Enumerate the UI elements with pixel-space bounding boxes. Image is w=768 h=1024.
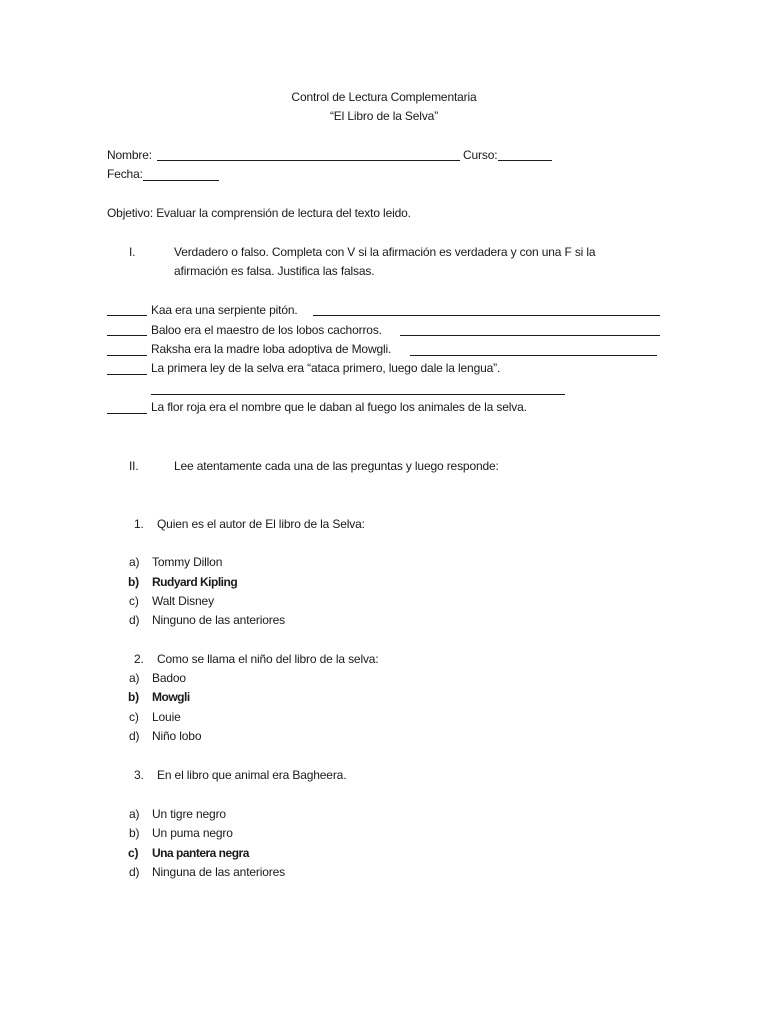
statement-5: La flor roja era el nombre que le daban al fuego los animales de la selva. (151, 400, 527, 414)
q1-option-a-letter: a) (129, 555, 140, 569)
q3-option-d-letter: d) (129, 865, 140, 879)
name-field[interactable] (157, 160, 460, 161)
q1-option-b-letter: b) (128, 575, 140, 589)
date-field[interactable] (143, 180, 219, 181)
q1-option-b[interactable]: Rudyard Kipling (152, 575, 238, 589)
q3-option-a[interactable]: Un tigre negro (152, 807, 226, 821)
question-3-number: 3. (134, 768, 144, 782)
q2-option-b-letter: b) (128, 690, 140, 704)
q2-option-c-letter: c) (129, 710, 139, 724)
answer-blank-3[interactable] (107, 355, 147, 356)
date-label: Fecha: (107, 167, 143, 181)
answer-blank-5[interactable] (107, 413, 147, 414)
q1-option-d-letter: d) (129, 613, 140, 627)
answer-blank-4[interactable] (107, 374, 147, 375)
q3-option-c-letter: c) (128, 846, 139, 860)
q2-option-a-letter: a) (129, 671, 140, 685)
q3-option-c[interactable]: Una pantera negra (152, 846, 249, 860)
q1-option-a[interactable]: Tommy Dillon (152, 555, 223, 569)
question-2-text: Como se llama el niño del libro de la selva: (157, 652, 379, 666)
answer-blank-2[interactable] (107, 335, 147, 336)
document-title: Control de Lectura Complementaria (291, 90, 477, 104)
justification-line-4[interactable] (151, 394, 565, 395)
question-2-number: 2. (134, 652, 144, 666)
answer-blank-1[interactable] (107, 315, 147, 316)
q3-option-b-letter: b) (129, 826, 140, 840)
statement-1: Kaa era una serpiente pitón. (151, 303, 298, 317)
q3-option-a-letter: a) (129, 807, 140, 821)
statement-4: La primera ley de la selva era “ataca primero, luego dale la lengua”. (151, 361, 501, 375)
q2-option-b[interactable]: Mowgli (152, 690, 190, 704)
q2-option-c[interactable]: Louie (152, 710, 181, 724)
justification-line-3[interactable] (410, 355, 657, 356)
statement-2: Baloo era el maestro de los lobos cachorros. (151, 323, 382, 337)
q1-option-c-letter: c) (129, 594, 139, 608)
justification-line-1[interactable] (313, 315, 660, 316)
section-2-numeral: II. (129, 459, 139, 473)
question-1-text: Quien es el autor de El libro de la Selva: (157, 517, 365, 531)
q1-option-d[interactable]: Ninguno de las anteriores (152, 613, 286, 627)
name-label: Nombre: (107, 148, 152, 162)
course-label: Curso: (463, 148, 498, 162)
section-1-instruction-line-1: Verdadero o falso. Completa con V si la afirmación es verdadera y con una F si la (174, 245, 596, 259)
course-field[interactable] (498, 160, 552, 161)
justification-line-2[interactable] (400, 335, 660, 336)
q2-option-a[interactable]: Badoo (152, 671, 186, 685)
section-2-instruction: Lee atentamente cada una de las preguntas y luego responde: (174, 459, 499, 473)
statement-3: Raksha era la madre loba adoptiva de Mowgli. (151, 342, 392, 356)
objective-text: Objetivo: Evaluar la comprensión de lectura del texto leido. (107, 206, 411, 220)
q3-option-b[interactable]: Un puma negro (152, 826, 233, 840)
question-3-text: En el libro que animal era Bagheera. (157, 768, 347, 782)
section-1-instruction-line-2: afirmación es falsa. Justifica las falsas. (174, 264, 375, 278)
q2-option-d-letter: d) (129, 729, 140, 743)
document-subtitle: “El Libro de la Selva” (329, 109, 439, 123)
q2-option-d[interactable]: Niño lobo (152, 729, 202, 743)
question-1-number: 1. (134, 517, 144, 531)
q3-option-d[interactable]: Ninguna de las anteriores (152, 865, 286, 879)
section-1-numeral: I. (129, 245, 136, 259)
q1-option-c[interactable]: Walt Disney (152, 594, 214, 608)
